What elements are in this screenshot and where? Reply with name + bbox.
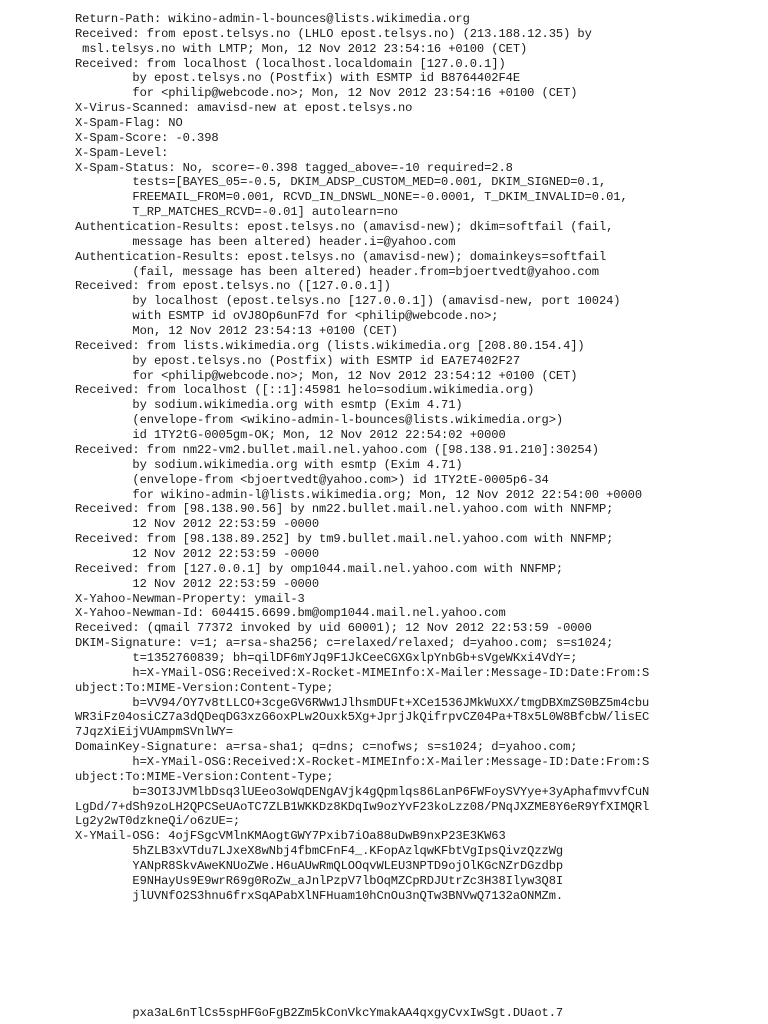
header-line: X-Virus-Scanned: amavisd-new at epost.telsys.no <box>75 101 413 116</box>
header-line: Received: from [98.138.89.252] by tm9.bullet.mail.nel.yahoo.com with NNFMP; <box>75 532 614 547</box>
header-line: by sodium.wikimedia.org with esmtp (Exim 4.71) <box>75 457 463 472</box>
header-line: DKIM-Signature: v=1; a=rsa-sha256; c=relaxed/relaxed; d=yahoo.com; s=s1024; <box>75 636 614 651</box>
header-line: Mon, 12 Nov 2012 23:54:13 +0100 (CET) <box>75 324 398 339</box>
header-line: FREEMAIL_FROM=0.001, RCVD_IN_DNSWL_NONE=-0.0001, T_DKIM_INVALID=0.01, <box>75 190 628 205</box>
header-line: X-Spam-Score: -0.398 <box>75 130 219 145</box>
header-line: Received: from nm22-vm2.bullet.mail.nel.yahoo.com ([98.138.91.210]:30254) <box>75 442 599 457</box>
header-line: Received: from epost.telsys.no (LHLO epost.telsys.no) (213.188.12.35) by <box>75 26 592 41</box>
header-line: message has been altered) header.i=@yahoo.com <box>75 234 456 249</box>
header-line: LgDd/7+dSh9zoLH2QPCSeUAoTC7ZLB1WKKDz8KDqIw9ozYvF23koLzz08/PNqJXZME8Y6eR9YfXIMQRl <box>75 799 650 814</box>
header-line: h=X-YMail-OSG:Received:X-Rocket-MIMEInfo:X-Mailer:Message-ID:Date:From:S <box>75 665 650 680</box>
header-line: DomainKey-Signature: a=rsa-sha1; q=dns; c=nofws; s=s1024; d=yahoo.com; <box>75 740 578 755</box>
header-line: for wikino-admin-l@lists.wikimedia.org; Mon, 12 Nov 2012 22:54:00 +0000 <box>75 487 643 502</box>
header-line: X-Spam-Status: No, score=-0.398 tagged_above=-10 required=2.8 <box>75 160 513 175</box>
header-line: 12 Nov 2012 22:53:59 -0000 <box>75 576 320 591</box>
header-line: Authentication-Results: epost.telsys.no (amavisd-new); domainkeys=softfail <box>75 249 607 264</box>
header-line: X-Spam-Flag: NO <box>75 116 183 131</box>
header-line: t=1352760839; bh=qilDF6mYJq9F1JkCeeCGXGxlpYnbGb+sVgeWKxi4VdY=; <box>75 650 578 665</box>
header-line: 12 Nov 2012 22:53:59 -0000 <box>75 546 320 561</box>
header-line: b=VV94/OY7v8tLLCO+3cgeGV6RWw1JlhsmDUFt+XCe1536JMkWuXX/tmgDBXmZS0BZ5m4cbu <box>75 695 650 710</box>
header-line: Lg2y2wT0dzkneQi/o6zUE=; <box>75 814 241 829</box>
header-line: by epost.telsys.no (Postfix) with ESMTP id B8764402F4E <box>75 71 521 86</box>
header-line: by epost.telsys.no (Postfix) with ESMTP id EA7E7402F27 <box>75 353 521 368</box>
header-line: h=X-YMail-OSG:Received:X-Rocket-MIMEInfo:X-Mailer:Message-ID:Date:From:S <box>75 754 650 769</box>
header-line: tests=[BAYES_05=-0.5, DKIM_ADSP_CUSTOM_MED=0.001, DKIM_SIGNED=0.1, <box>75 175 607 190</box>
header-line: Received: from localhost (localhost.localdomain [127.0.0.1]) <box>75 56 506 71</box>
header-line: Received: from [127.0.0.1] by omp1044.mail.nel.yahoo.com with NNFMP; <box>75 561 564 576</box>
header-line: by sodium.wikimedia.org with esmtp (Exim 4.71) <box>75 398 463 413</box>
header-line: Received: from localhost ([::1]:45981 helo=sodium.wikimedia.org) <box>75 383 535 398</box>
header-line: X-Yahoo-Newman-Property: ymail-3 <box>75 591 305 606</box>
header-line: YANpR8SkvAweKNUoZWe.H6uAUwRmQLOOqvWLEU3NPTD9ojOlKGcNZrDGzdbp <box>75 858 564 873</box>
header-line: Received: from epost.telsys.no ([127.0.0.1]) <box>75 279 391 294</box>
header-line: X-Yahoo-Newman-Id: 604415.6699.bm@omp1044.mail.nel.yahoo.com <box>75 606 506 621</box>
header-line: Authentication-Results: epost.telsys.no (amavisd-new); dkim=softfail (fail, <box>75 220 614 235</box>
header-line: (envelope-from <wikino-admin-l-bounces@lists.wikimedia.org>) <box>75 413 564 428</box>
header-line: Received: from lists.wikimedia.org (lists.wikimedia.org [208.80.154.4]) <box>75 338 585 353</box>
header-line: E9NHayUs9E9wrR69g0RoZw_aJnlPzpV7lbOqMZCpRDJUtrZc3H38Ilyw3Q8I <box>75 873 564 888</box>
trailing-header-line: pxa3aL6nTlCs5spHFGoFgB2Zm5kConVkcYmakAA4qxgyCvxIwSgt.DUaot.7 <box>75 1006 564 1020</box>
header-line: 7JqzXiEijVUAmpmSVnlWY= <box>75 725 233 740</box>
header-line: 12 Nov 2012 22:53:59 -0000 <box>75 517 320 532</box>
header-line: jlUVNfO2S3hnu6frxSqAPabXlNFHuam10hCnOu3nQTw3BNVwQ7132aONMZm. <box>75 888 564 903</box>
header-line: id 1TY2tG-0005gm-OK; Mon, 12 Nov 2012 22:54:02 +0000 <box>75 428 506 443</box>
header-line: (fail, message has been altered) header.from=bjoertvedt@yahoo.com <box>75 264 599 279</box>
header-line: 5hZLB3xVTdu7LJxeX8wNbj4fbmCFnF4_.KFopAzlqwKFbtVgIpsQivzQzzWg <box>75 844 564 859</box>
header-line: Received: from [98.138.90.56] by nm22.bullet.mail.nel.yahoo.com with NNFMP; <box>75 502 614 517</box>
header-line: msl.telsys.no with LMTP; Mon, 12 Nov 2012 23:54:16 +0100 (CET) <box>75 41 528 56</box>
header-line: ubject:To:MIME-Version:Content-Type; <box>75 680 334 695</box>
header-line: ubject:To:MIME-Version:Content-Type; <box>75 769 334 784</box>
header-line: (envelope-from <bjoertvedt@yahoo.com>) id 1TY2tE-0005p6-34 <box>75 472 549 487</box>
header-line: T_RP_MATCHES_RCVD=-0.01] autolearn=no <box>75 205 398 220</box>
header-line: for <philip@webcode.no>; Mon, 12 Nov 2012 23:54:16 +0100 (CET) <box>75 86 578 101</box>
header-line: X-Spam-Level: <box>75 145 169 160</box>
header-line: b=3OI3JVMlbDsq3lUEeo3oWqDENgAVjk4gQpmlqs86LanP6FWFoySVYye+3yAphafmvvfCuN <box>75 784 650 799</box>
header-line: with ESMTP id oVJ8Op6unF7d for <philip@webcode.no>; <box>75 309 499 324</box>
header-line: Return-Path: wikino-admin-l-bounces@lists.wikimedia.org <box>75 12 470 26</box>
email-header-listing <box>75 12 765 904</box>
header-line: for <philip@webcode.no>; Mon, 12 Nov 2012 23:54:12 +0100 (CET) <box>75 368 578 383</box>
header-line: by localhost (epost.telsys.no [127.0.0.1]) (amavisd-new, port 10024) <box>75 294 621 309</box>
header-line: WR3iFz04osiCZ7a3dQDeqDG3xzG6oxPLw2Ouxk5Xg+JprjJkQifrpvCZ04Pa+T8x5L0W8BfcbW/lisEC <box>75 710 650 725</box>
header-line: Received: (qmail 77372 invoked by uid 60001); 12 Nov 2012 22:53:59 -0000 <box>75 621 592 636</box>
header-line: X-YMail-OSG: 4ojFSgcVMlnKMAogtGWY7Pxib7iOa88uDwB9nxP23E3KW63 <box>75 829 506 844</box>
